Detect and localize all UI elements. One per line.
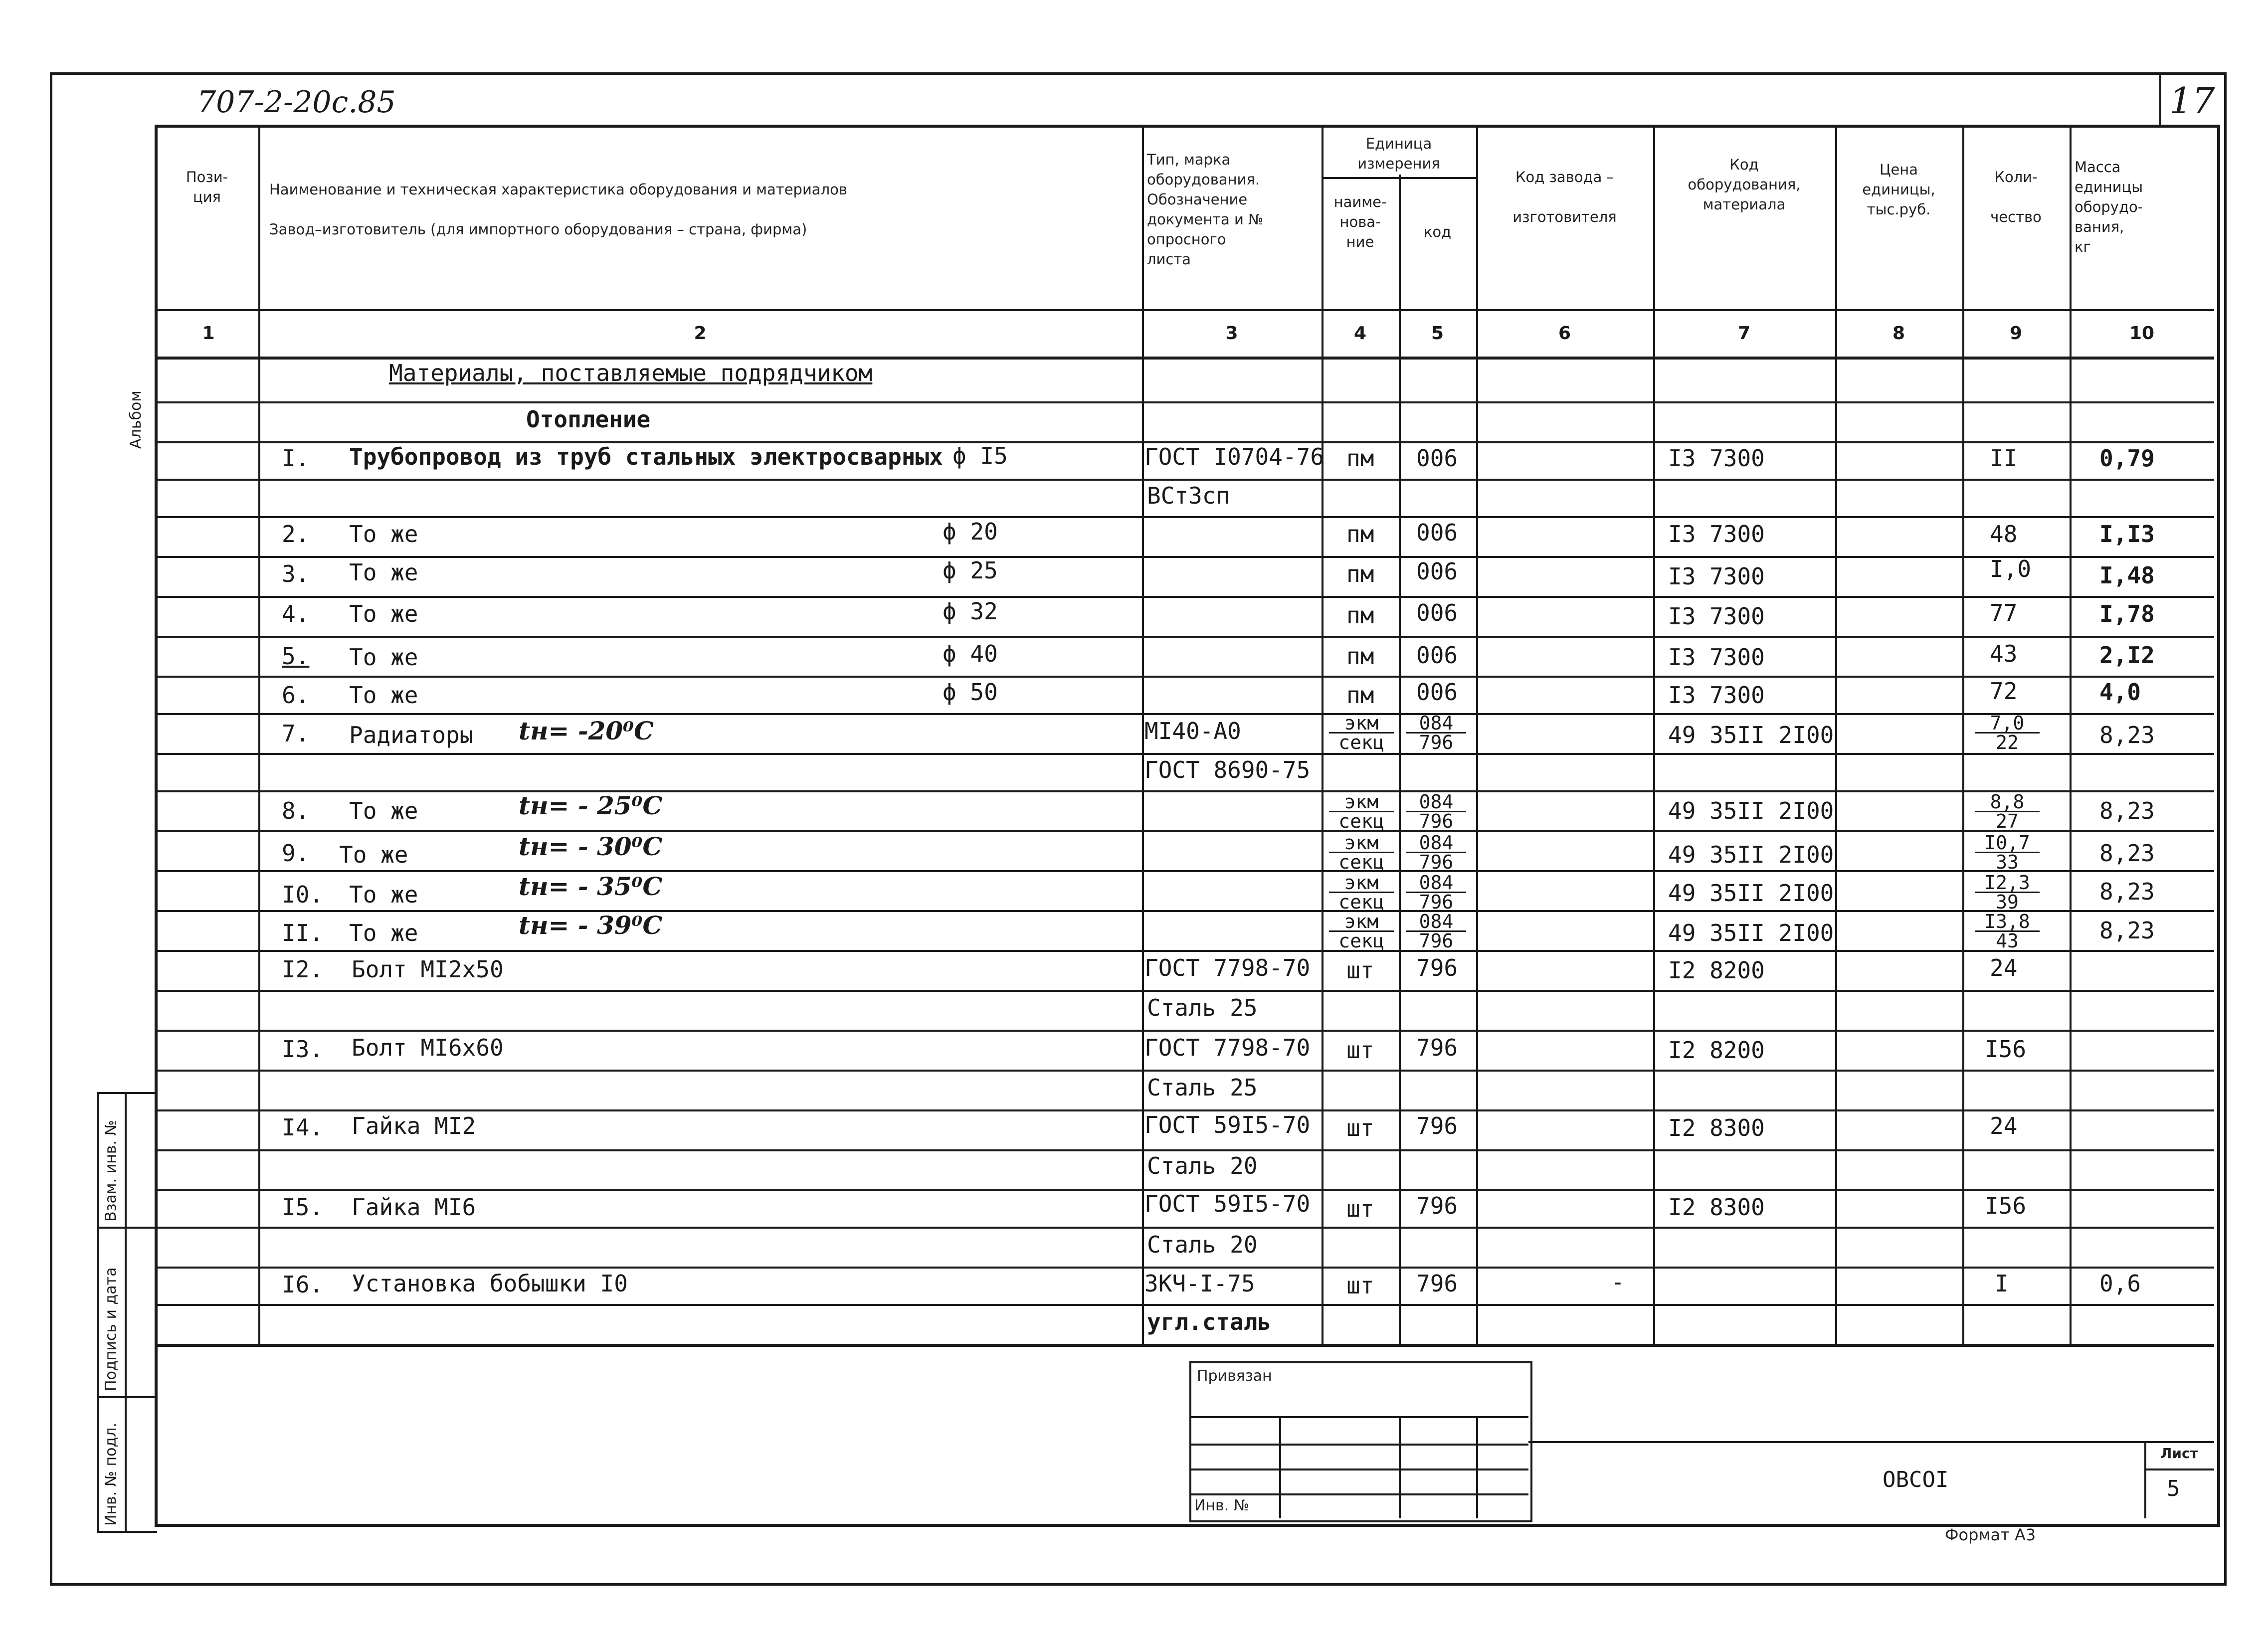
row-mass: I,I3 [2099,521,2155,548]
row-quantity: 77 [1990,599,2018,626]
row-quantity: 48 [1990,521,2018,548]
header-mass: Масса единицы оборудо- вания, кг [2075,159,2143,255]
row-quantity: I56 [1985,1036,2027,1063]
row-quantity: 43 [1990,640,2018,667]
row-code: 006 [1416,519,1458,546]
row-type: Сталь 20 [1147,1231,1258,1258]
row-mass: 0,6 [2099,1270,2141,1297]
col-number: 10 [2129,323,2155,344]
row-unit: пм [1346,682,1374,709]
row-quantity: II [1990,445,2018,472]
row-name: Болт МI2х50 [352,956,504,983]
row-type: ЗКЧ-I-75 [1144,1270,1255,1297]
row-code: $\frac{084}{796}$ [1406,913,1466,950]
row-unit: шт [1346,1272,1374,1299]
row-material-code: I2 8300 [1668,1194,1765,1221]
header-unit: Единица измерения [1357,135,1440,172]
row-mass: 8,23 [2099,878,2155,905]
row-mass: 8,23 [2099,797,2155,824]
row-code: $\frac{084}{796}$ [1406,874,1466,911]
row-quantity: 72 [1990,678,2018,705]
row-type: ГОСТ 8690-75 [1144,756,1311,783]
row-material-code: I2 8300 [1668,1114,1765,1141]
row-mass: I,78 [2099,600,2155,627]
row-quantity: $\frac{I3,8}{43}$ [1975,913,2040,950]
row-unit: экм секц [1329,793,1394,830]
row-position: 2. [282,521,310,548]
stamp-title-box [1528,1441,2214,1520]
row-mass: I,48 [2099,562,2155,589]
row-quantity: I,0 [1990,555,2032,582]
row-name: То же [349,559,418,586]
header-name: Наименование и техническая характеристика оборудования и материалов Завод–изготовитель (для импортного оборудования – страна, фирма) [269,181,847,238]
row-position: 5. [282,643,310,670]
row-quantity: 24 [1990,1112,2018,1139]
row-material-code: I3 7300 [1668,603,1765,630]
row-unit: шт [1346,1037,1374,1064]
col-number: 9 [2009,323,2023,344]
subsection-title: Отопление [526,406,651,433]
row-name: Трубопровод из труб стальных электросварных [349,443,943,470]
row-plant-code: - [1611,1269,1625,1295]
row-type: Сталь 25 [1147,994,1258,1021]
row-position: 7. [282,720,310,747]
row-position: I. [282,445,310,472]
col-number: 5 [1431,323,1444,344]
row-mass: 4,0 [2099,679,2141,706]
row-unit: экм секц [1329,714,1394,751]
row-type: угл.сталь [1147,1308,1272,1335]
row-position: 3. [282,560,310,587]
row-name: То же [349,881,418,908]
row-position: 9. [282,840,310,867]
row-position: 8. [282,797,310,824]
row-mass: 8,23 [2099,722,2155,748]
row-material-code: I3 7300 [1668,644,1765,671]
row-code: 006 [1416,679,1458,706]
row-position: 6. [282,682,310,709]
row-name: Установка бобышки I0 [352,1270,628,1297]
header-unit-name: наиме- нова- ние [1333,193,1387,250]
row-code: 796 [1416,1034,1458,1061]
row-unit: шт [1346,957,1374,984]
stamp-bound-label: Привязан [1197,1367,1272,1385]
row-code: 796 [1416,1192,1458,1219]
row-position: I6. [282,1271,324,1298]
row-code: 006 [1416,642,1458,669]
row-temperature: tн= - 39⁰С [519,911,663,940]
row-type: Сталь 25 [1147,1074,1258,1101]
row-material-code: I3 7300 [1668,521,1765,548]
row-type: ГОСТ I0704-76 [1144,443,1324,470]
row-unit: пм [1346,445,1374,472]
row-mass: 8,23 [2099,917,2155,944]
doc-code: 707-2-20с.85 [197,85,396,120]
row-position: I4. [282,1114,324,1141]
row-quantity: $\frac{7,0}{22}$ [1975,714,2040,751]
row-code: 006 [1416,558,1458,585]
row-diameter: ϕ 32 [943,598,998,625]
row-temperature: tн= - 35⁰С [519,872,663,901]
row-material-code: 49 35II 2I00 [1668,880,1834,907]
row-material-code: 49 35II 2I00 [1668,841,1834,868]
row-position: I0. [282,881,324,908]
row-name: То же [349,682,418,709]
col-number: 1 [202,323,215,344]
row-unit: пм [1346,521,1374,548]
row-diameter: ϕ 40 [943,640,998,667]
row-name: Гайка МI2 [352,1112,476,1139]
row-position: 4. [282,600,310,627]
stamp-inv-label: Инв. № [1194,1497,1250,1514]
row-material-code: 49 35II 2I00 [1668,797,1834,824]
side-stamp-replace: Взам. инв. № [102,1120,120,1222]
row-type: ГОСТ 59I5-70 [1144,1190,1311,1217]
stamp-sheet-number: 5 [2167,1476,2180,1501]
row-code: 006 [1416,599,1458,626]
row-unit: экм секц [1329,874,1394,911]
row-type: ГОСТ 7798-70 [1144,954,1311,981]
section-title: Материалы, поставляемые подрядчиком [389,360,873,386]
side-stamp-inv: Инв. № подл. [102,1423,120,1526]
row-temperature: tн= -20⁰С [519,716,654,745]
row-name: Болт МI6х60 [352,1034,504,1061]
row-quantity: $\frac{I2,3}{39}$ [1975,874,2040,911]
row-code: 006 [1416,445,1458,472]
row-type: ГОСТ 7798-70 [1144,1034,1311,1061]
row-name: Гайка МI6 [352,1194,476,1221]
row-quantity: 24 [1990,954,2018,981]
row-name: То же [349,797,418,824]
row-diameter: ϕ 20 [943,518,998,545]
header-material-code: Код оборудования, материала [1688,156,1801,213]
row-diameter: ϕ 50 [943,679,998,706]
stamp-doc-code: ОВСОI [1883,1467,1949,1492]
row-code: $\frac{084}{796}$ [1406,834,1466,871]
row-temperature: tн= - 30⁰С [519,832,663,861]
row-diameter: ϕ 25 [943,557,998,584]
header-type: Тип, марка оборудования. Обозначение документа и № опросного листа [1147,151,1264,268]
row-name: Радиаторы [349,722,474,748]
row-position: I5. [282,1194,324,1221]
row-code: 796 [1416,1270,1458,1297]
side-stamp-sign: Подпись и дата [102,1267,120,1391]
row-position: I2. [282,956,324,983]
row-unit: шт [1346,1114,1374,1141]
row-material-code: I2 8200 [1668,1037,1765,1064]
page-corner-number: 17 [2169,80,2215,122]
col-number: 6 [1558,323,1571,344]
row-mass: 2,I2 [2099,642,2155,669]
row-material-code: I3 7300 [1668,445,1765,472]
col-number: 4 [1353,323,1367,344]
row-unit: экм секц [1329,913,1394,950]
format-label: Формат А3 [1945,1525,2036,1544]
row-position: I3. [282,1036,324,1063]
row-name: То же [339,841,408,868]
header-unit-code: код [1423,223,1452,240]
col-number: 3 [1225,323,1238,344]
row-name: То же [349,919,418,946]
row-code: $\frac{084}{796}$ [1406,714,1466,751]
row-unit: шт [1346,1195,1374,1222]
row-name: То же [349,644,418,671]
row-diameter: ϕ I5 [952,442,1008,469]
row-quantity: I56 [1985,1192,2027,1219]
row-quantity: $\frac{8,8}{27}$ [1975,793,2040,830]
side-album-label: Альбом [127,390,145,449]
row-mass: 0,79 [2099,445,2155,472]
row-quantity: $\frac{I0,7}{33}$ [1975,834,2040,871]
row-material-code: I2 8200 [1668,957,1765,984]
row-type: МI40-А0 [1144,718,1241,744]
row-type: Сталь 20 [1147,1152,1258,1179]
row-type: ГОСТ 59I5-70 [1144,1111,1311,1138]
row-name: То же [349,600,418,627]
col-number: 2 [694,323,707,344]
row-temperature: tн= - 25⁰С [519,791,663,820]
row-position: II. [282,919,324,946]
stamp-sheet-label: Лист [2160,1445,2198,1462]
row-unit: пм [1346,560,1374,587]
row-mass: 8,23 [2099,840,2155,867]
row-material-code: I3 7300 [1668,682,1765,709]
header-price: Цена единицы, тыс.руб. [1862,161,1935,218]
row-material-code: 49 35II 2I00 [1668,919,1834,946]
col-number: 7 [1737,323,1751,344]
col-number: 8 [1892,323,1905,344]
row-name: То же [349,521,418,548]
row-code: 796 [1416,954,1458,981]
row-material-code: 49 35II 2I00 [1668,722,1834,748]
row-unit: пм [1346,602,1374,629]
row-type: ВСт3сп [1147,482,1230,509]
header-plant-code: Код завода – изготовителя [1512,169,1617,225]
row-unit: пм [1346,643,1374,670]
row-code: $\frac{084}{796}$ [1406,793,1466,830]
row-quantity: I [1995,1270,2009,1297]
row-material-code: I3 7300 [1668,563,1765,590]
header-position: Пози- ция [186,169,228,205]
row-unit: экм секц [1329,834,1394,871]
row-code: 796 [1416,1112,1458,1139]
header-quantity: Коли- чество [1990,169,2042,225]
